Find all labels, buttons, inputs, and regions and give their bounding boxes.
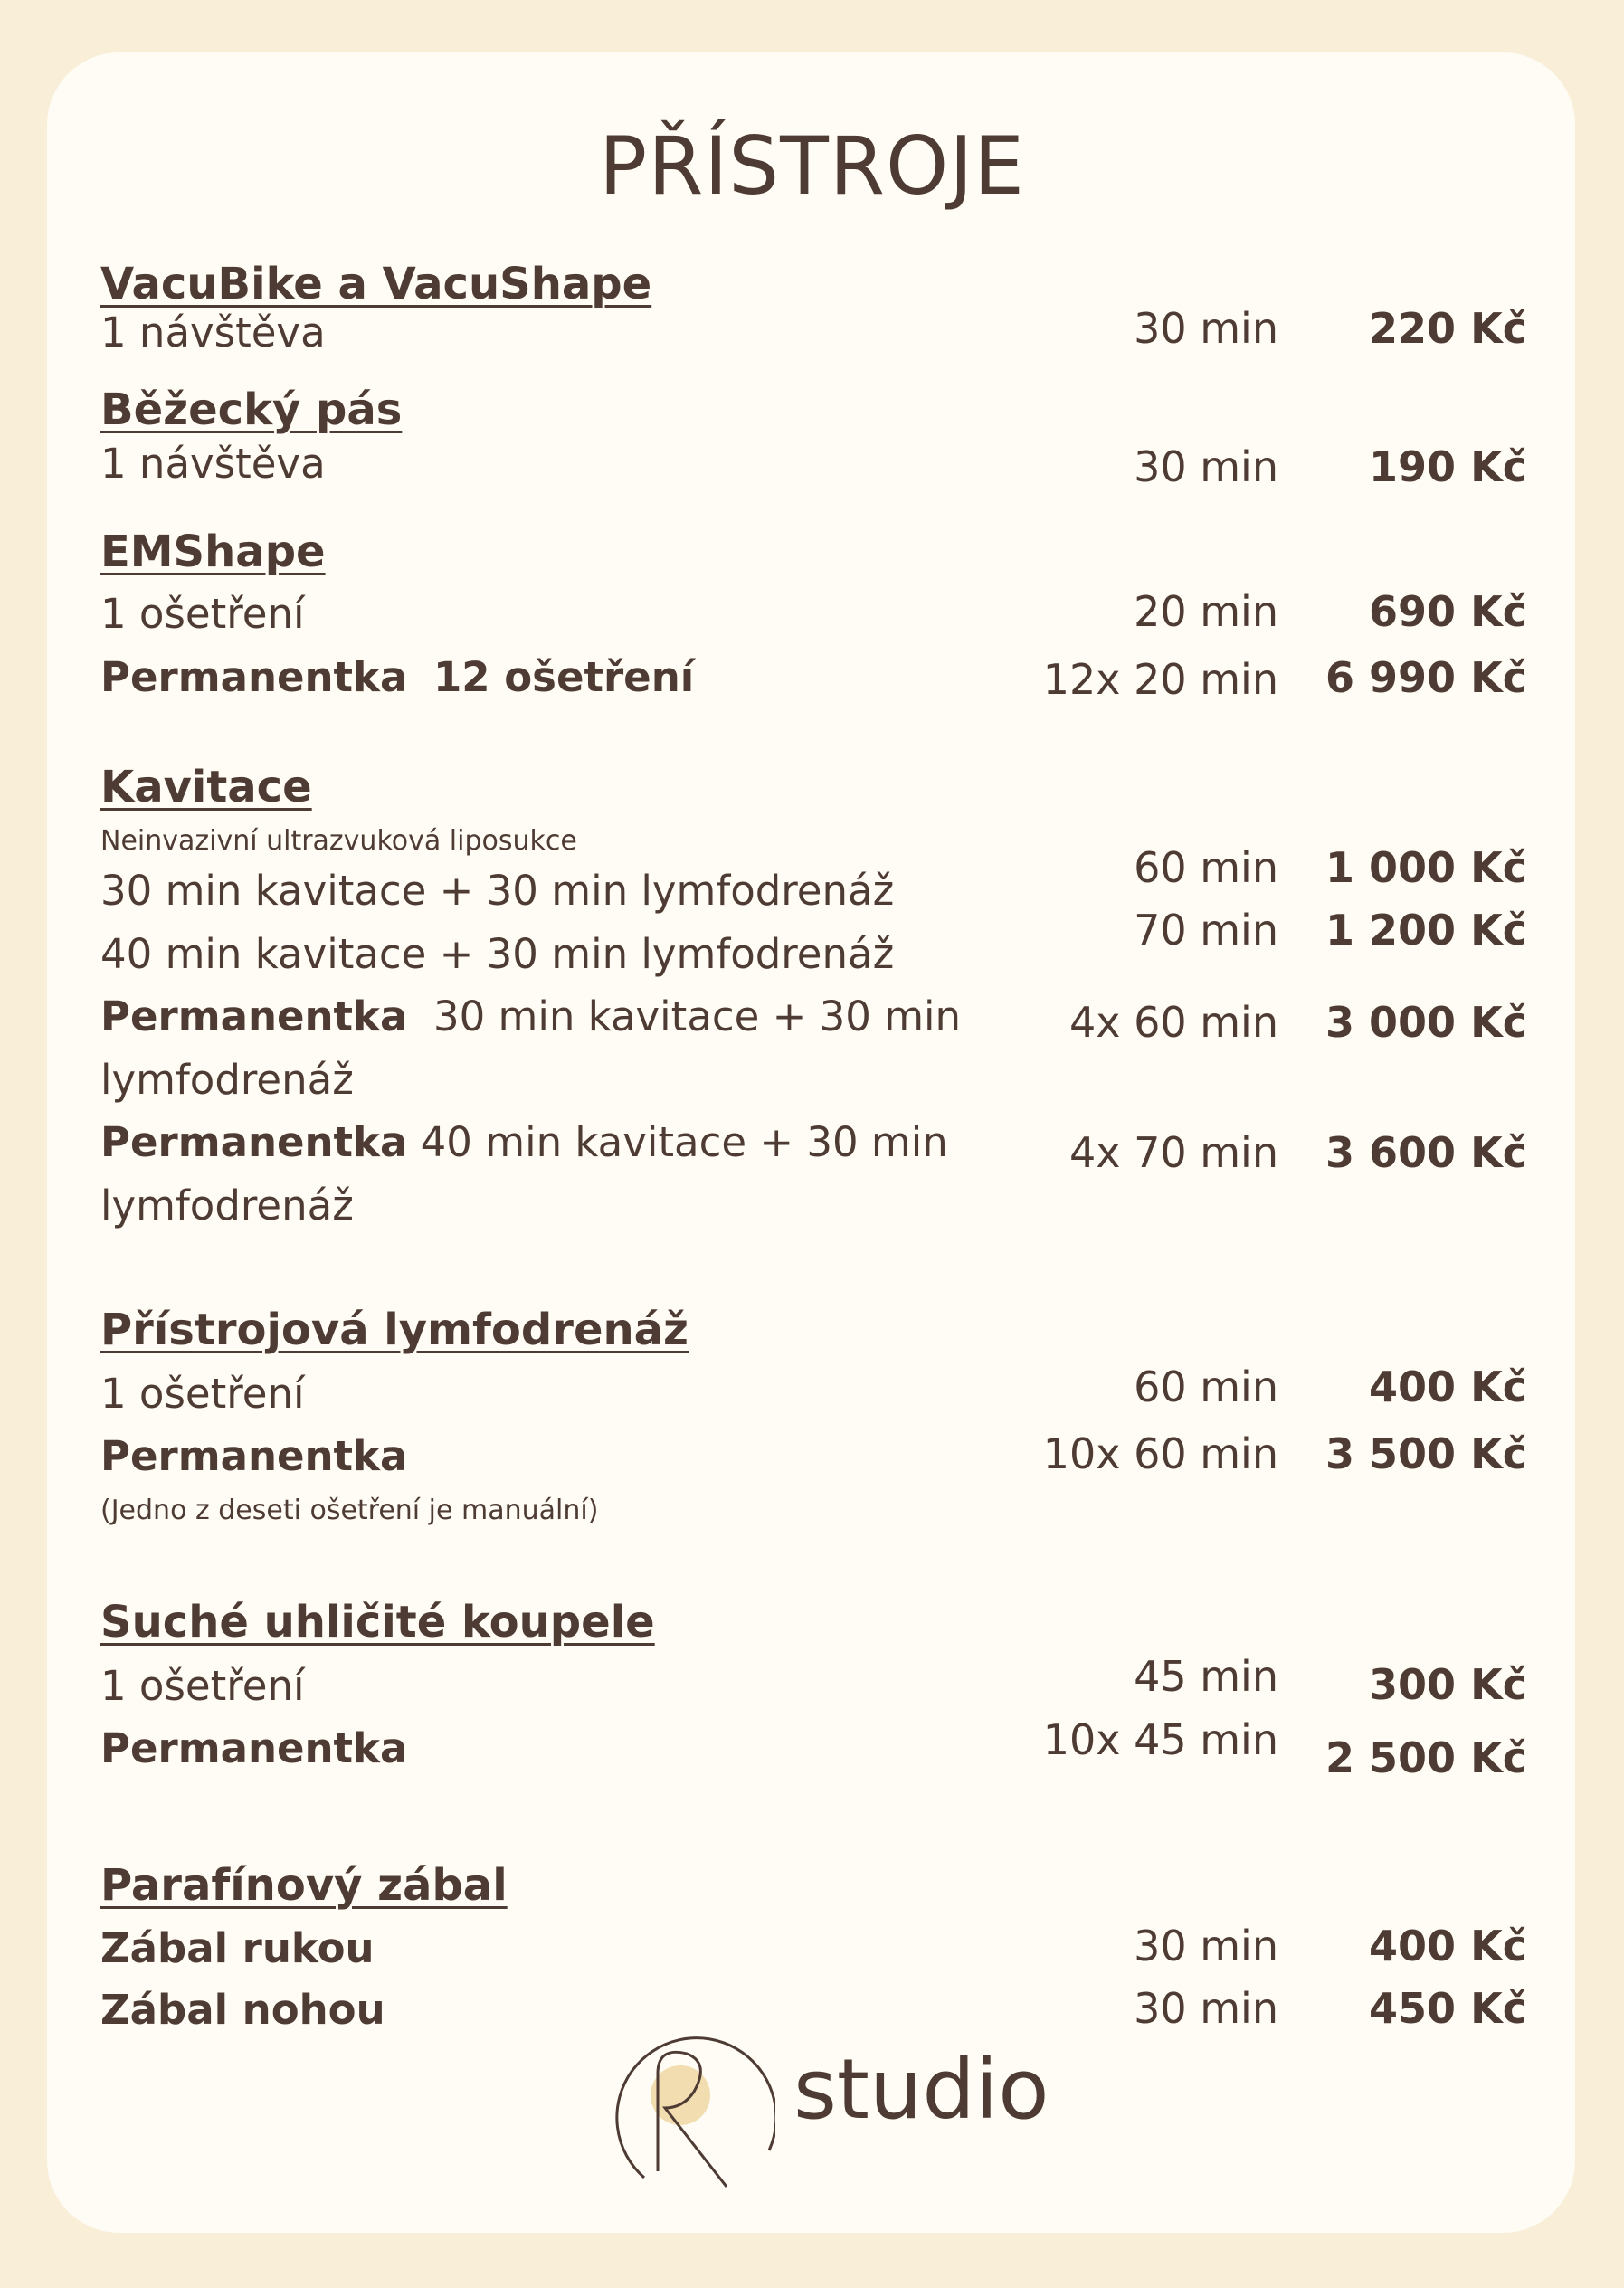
row-label (100, 653, 695, 701)
row-label: 1 návštěva (100, 440, 326, 488)
row-price: 400 Kč (1369, 1362, 1527, 1411)
row-duration: 4x 70 min (1068, 1128, 1278, 1177)
row-price: 1 000 Kč (1325, 843, 1527, 892)
section-heading-vacubike: VacuBike a VacuShape (100, 259, 652, 309)
row-label: Permanentka (100, 1432, 408, 1480)
row-label (100, 1118, 948, 1166)
row-label (100, 992, 962, 1040)
section-heading-parafin: Parafínový zábal (100, 1860, 508, 1911)
section-heading-emshape: EMShape (100, 527, 326, 577)
row-price: 1 200 Kč (1325, 906, 1527, 954)
row-label: 1 ošetření (100, 1662, 305, 1710)
row-label: 40 min kavitace + 30 min lymfodrenáž (100, 930, 895, 978)
row-duration: 10x 60 min (1042, 1429, 1278, 1478)
section-heading-treadmill: Běžecký pás (100, 384, 403, 435)
section-note: Neinvazivní ultrazvuková liposukce (100, 825, 577, 857)
row-label: Zábal rukou (100, 1924, 375, 1972)
row-duration: 30 min (1134, 304, 1278, 353)
row-price: 2 500 Kč (1325, 1733, 1527, 1782)
section-heading-lymfo: Přístrojová lymfodrenáž (100, 1305, 689, 1355)
row-price: 190 Kč (1369, 442, 1527, 491)
row-label: Zábal nohou (100, 1986, 385, 2034)
row-label-cont: lymfodrenáž (100, 1056, 354, 1104)
row-label: 30 min kavitace + 30 min lymfodrenáž (100, 867, 895, 915)
row-price: 6 990 Kč (1325, 653, 1527, 702)
row-duration: 12x 20 min (1042, 655, 1278, 704)
row-price: 3 600 Kč (1325, 1128, 1527, 1177)
row-label-rest: 12 ošetření (432, 653, 695, 701)
row-label: Permanentka (100, 1724, 408, 1772)
row-duration: 45 min (1134, 1652, 1278, 1701)
row-duration: 30 min (1134, 1984, 1278, 2033)
row-price: 300 Kč (1369, 1660, 1527, 1709)
row-price: 400 Kč (1369, 1922, 1527, 1970)
row-duration: 60 min (1134, 843, 1278, 892)
studio-logo (603, 2019, 775, 2191)
page-title: PŘÍSTROJE (599, 119, 1025, 213)
section-note: (Jedno z deseti ošetření je manuální) (100, 1495, 599, 1526)
row-price: 450 Kč (1369, 1984, 1527, 2033)
logo-text: studio (793, 2041, 1049, 2138)
row-label: 1 ošetření (100, 1370, 305, 1418)
row-price: 3 500 Kč (1325, 1429, 1527, 1478)
row-duration: 60 min (1134, 1362, 1278, 1411)
row-duration: 30 min (1134, 1922, 1278, 1970)
row-duration: 30 min (1134, 442, 1278, 491)
row-price: 690 Kč (1369, 587, 1527, 636)
row-label-rest: 40 min kavitace + 30 min (420, 1118, 948, 1166)
row-label: 1 návštěva (100, 309, 326, 356)
row-duration: 20 min (1134, 587, 1278, 636)
section-heading-co2: Suché uhličité koupele (100, 1597, 655, 1647)
row-price: 220 Kč (1369, 304, 1527, 353)
row-label-bold: Permanentka (100, 1118, 408, 1166)
row-price: 3 000 Kč (1325, 998, 1527, 1047)
row-duration: 70 min (1134, 906, 1278, 954)
row-label-rest: 30 min kavitace + 30 min (432, 992, 962, 1040)
row-label-cont: lymfodrenáž (100, 1182, 354, 1229)
row-label-bold: Permanentka (100, 992, 408, 1040)
row-duration: 10x 45 min (1042, 1715, 1278, 1764)
section-heading-kavitace: Kavitace (100, 762, 312, 812)
row-label: 1 ošetření (100, 590, 305, 638)
row-label-bold: Permanentka (100, 653, 408, 701)
row-duration: 4x 60 min (1068, 998, 1278, 1047)
